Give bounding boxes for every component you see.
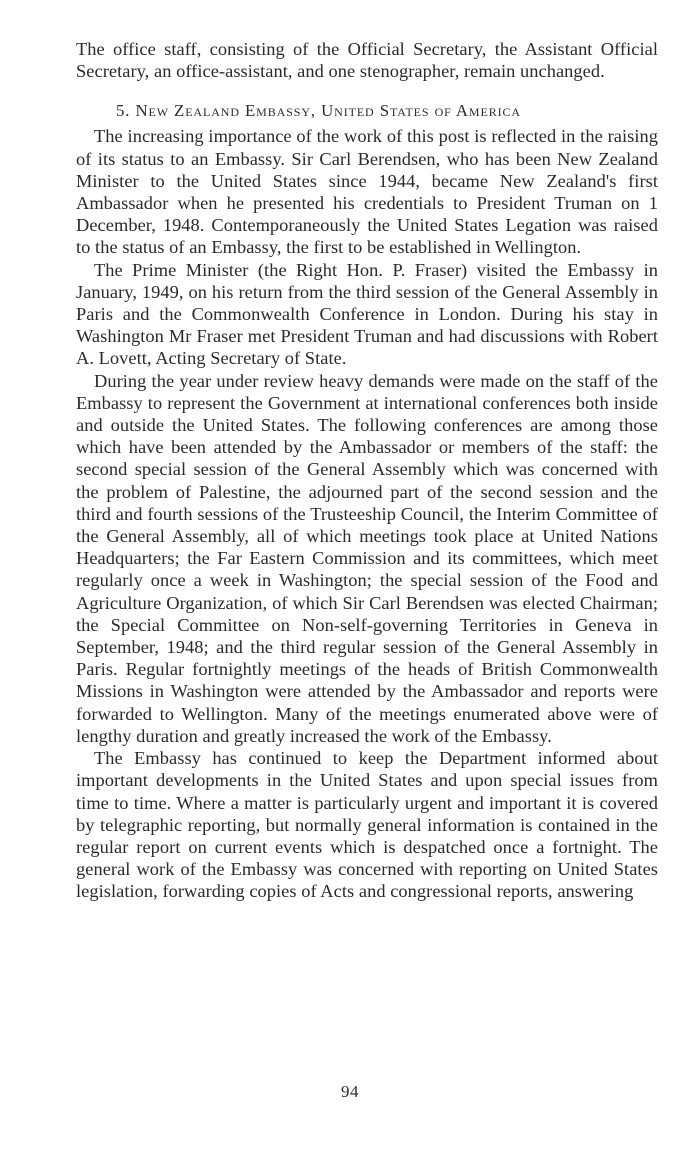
paragraph-reporting: The Embassy has continued to keep the Department informed about important developments in the United States and upon special issues from time to time. Where a matter is particularly urgent and important it is covered by telegraphic reporting, but normally general information is contained in the regular report on current events which is despatched once a fortnight. The general work of the Embassy was concerned with reporting on United States legislation, forwarding copies of Acts and congressional reports, answering xyxy=(76,748,658,902)
document-page xyxy=(76,38,658,903)
section-heading: 5. New Zealand Embassy, United States of America xyxy=(116,101,521,121)
opening-paragraph: The office staff, consisting of the Official Secretary, the Assistant Official Secretary, an office-assistant, and one stenographer, remain unchanged. xyxy=(76,39,658,82)
paragraph-prime-minister-visit: The Prime Minister (the Right Hon. P. Fraser) visited the Embassy in January, 1949, on his return from the third session of the General Assembly in Paris and the Commonwealth Conference in London. During his stay in Washington Mr Fraser met President Truman and had discussions with Robert A. Lovett, Acting Secretary of State. xyxy=(76,259,658,369)
paragraph-embassy-status: The increasing importance of the work of this post is reflected in the raising of its status to an Embassy. Sir Carl Berendsen, who has been New Zealand Minister to the United States since 1944, became New Zealand's first Ambassador when he presented his credentials to President Truman on 1 December, 1948. Contemporaneously the United States Legation was raised to the status of an Embassy, the first to be established in Wellington. xyxy=(76,126,658,258)
paragraph-conferences: During the year under review heavy demands were made on the staff of the Embassy to represent the Government at international conferences both inside and outside the United States. The following conferences are among those which have been attended by the Ambassador or members of the staff: the second special session of the General Assembly which was concerned with the problem of Palestine, the adjourned part of the second session and the third and fourth sessions of the Trusteeship Council, the Interim Committee of the General Assembly, all of which meetings took place at United Nations Headquarters; the Far Eastern Commission and its committees, which meet regularly once a week in Washington; the special session of the Food and Agriculture Organization, of which Sir Carl Berendsen was elected Chairman; the Special Committee on Non-self-governing Territories in Geneva in September, 1948; and the third regular session of the General Assembly in Paris. Regular fortnightly meetings of the heads of British Commonwealth Missions in Washington were attended by the Ambassador and reports were forwarded to Wellington. Many of the meetings enumerated above were of lengthy duration and greatly increased the work of the Embassy. xyxy=(76,370,658,746)
page-number: 94 xyxy=(341,1082,359,1101)
